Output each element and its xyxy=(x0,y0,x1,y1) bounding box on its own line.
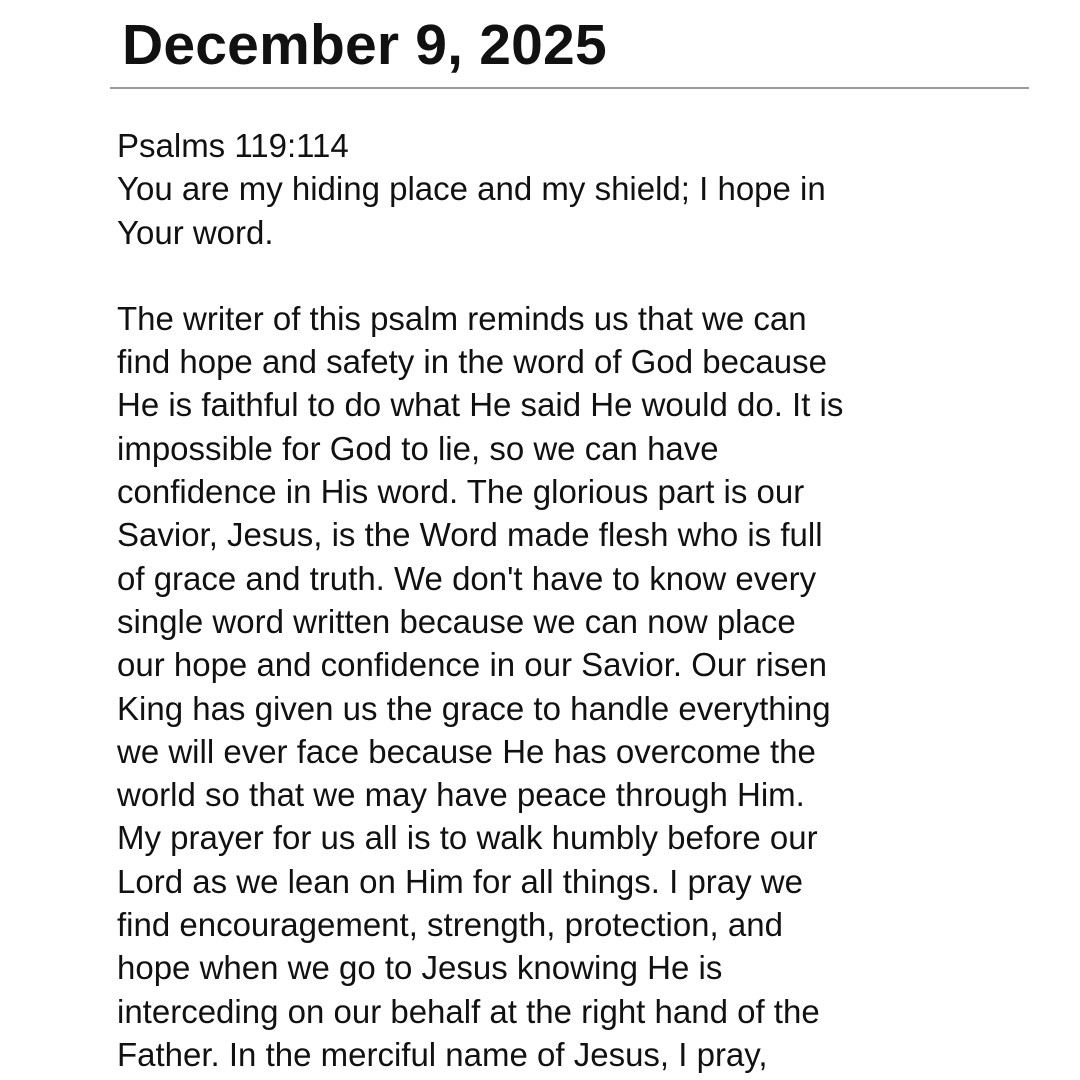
date-title: December 9, 2025 xyxy=(122,13,607,77)
devotional-line: King has given us the grace to handle everything xyxy=(117,689,831,727)
devotional-line: single word written because we can now place xyxy=(117,602,796,640)
devotional-line: interceding on our behalf at the right hand of the xyxy=(117,992,820,1030)
devotional-line: Savior, Jesus, is the Word made flesh who is full xyxy=(117,516,823,554)
title-divider xyxy=(110,87,1029,89)
verse-line: Your word. xyxy=(117,213,274,251)
devotional-line: He is faithful to do what He said He would do. It is xyxy=(117,386,844,424)
devotional-line: The writer of this psalm reminds us that we can xyxy=(117,299,807,337)
devotional-line: Lord as we lean on Him for all things. I pray we xyxy=(117,862,803,900)
devotional-line: impossible for God to lie, so we can have xyxy=(117,429,719,467)
document-body xyxy=(117,124,1017,1076)
devotional-line: world so that we may have peace through Him. xyxy=(117,776,805,814)
devotional-line: our hope and confidence in our Savior. Our risen xyxy=(117,646,827,684)
devotional-line: confidence in His word. The glorious part is our xyxy=(117,473,805,511)
devotional-line: hope when we go to Jesus knowing He is xyxy=(117,949,723,987)
devotional-line: of grace and truth. We don't have to know every xyxy=(117,559,817,597)
paragraph-gap xyxy=(117,254,1017,297)
devotional-line: we will ever face because He has overcome the xyxy=(117,732,816,770)
scripture-reference: Psalms 119:114 xyxy=(117,127,349,164)
devotional-line: Father. In the merciful name of Jesus, I pray, xyxy=(117,1035,768,1073)
devotional-line: find hope and safety in the word of God because xyxy=(117,343,827,381)
devotional-line: find encouragement, strength, protection, and xyxy=(117,906,783,944)
verse-line: You are my hiding place and my shield; I hope in xyxy=(117,170,826,208)
devotional-line: My prayer for us all is to walk humbly before our xyxy=(117,819,818,857)
